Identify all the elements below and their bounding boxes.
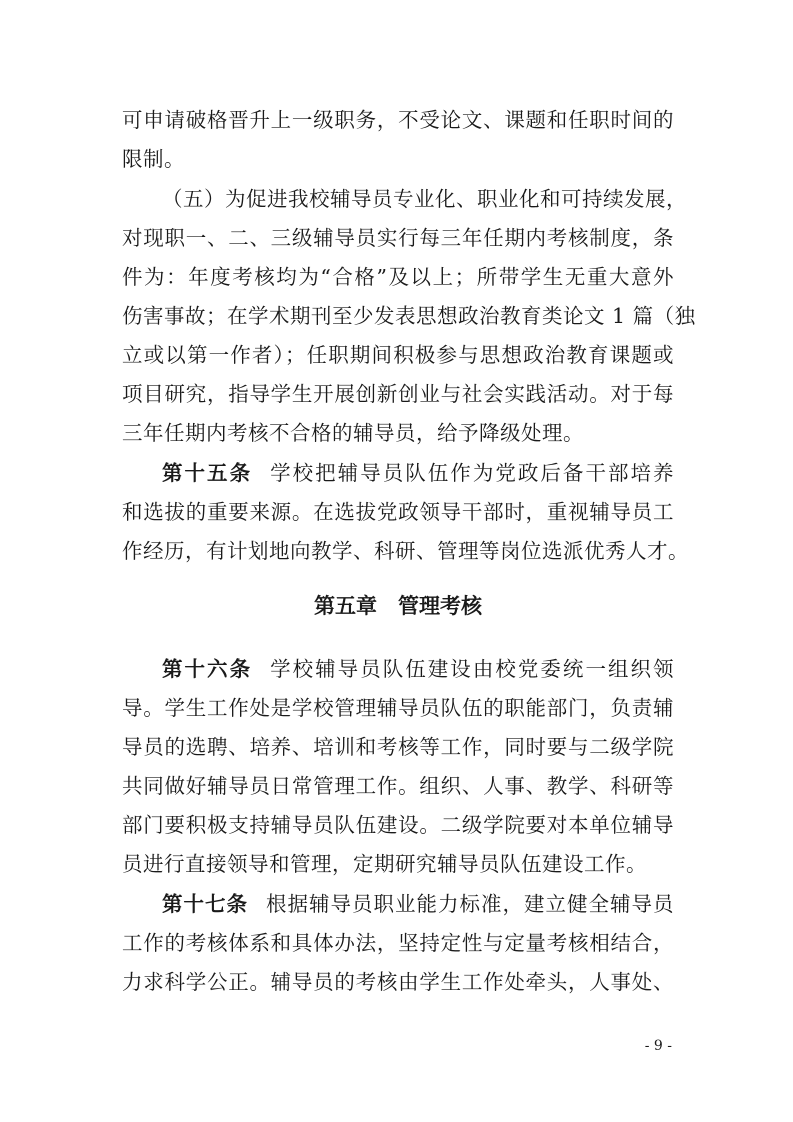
text-line: 员进行直接领导和管理，定期研究辅导员队伍建设工作。 (122, 852, 647, 876)
text-line: （五）为促进我校辅导员专业化、职业化和可持续发展， (162, 187, 687, 211)
text-line: 限制。 (122, 147, 185, 171)
text-line: 项目研究，指导学生开展创新创业与社会实践活动。对于每 (122, 382, 674, 406)
article-first-line (162, 890, 674, 920)
article-number: 第十七条 (162, 892, 248, 916)
text-line: 伤害事故；在学术期刊至少发表思想政治教育类论文 1 篇（独 (122, 304, 696, 328)
article-first-line (162, 655, 674, 685)
article-number: 第十六条 (162, 657, 253, 681)
article-first-line (162, 459, 674, 489)
text-line: 学校辅导员队伍建设由校党委统一组织领 (270, 657, 675, 681)
text-line: 作经历，有计划地向教学、科研、管理等岗位选派优秀人才。 (122, 539, 689, 563)
text-line: 三年任期内考核不合格的辅导员，给予降级处理。 (122, 421, 584, 445)
text-line: 力求科学公正。辅导员的考核由学生工作处牵头，人事处、 (122, 970, 674, 994)
text-line: 导。学生工作处是学校管理辅导员队伍的职能部门，负责辅 (122, 696, 674, 720)
text-line: 对现职一、二、三级辅导员实行每三年任期内考核制度，条 (122, 226, 674, 250)
text-line: 共同做好辅导员日常管理工作。组织、人事、教学、科研等 (122, 774, 674, 798)
page-number: - 9 - (644, 1038, 672, 1054)
text-line: 根据辅导员职业能力标准，建立健全辅导员 (266, 892, 674, 916)
text-line: 和选拔的重要来源。在选拔党政领导干部时，重视辅导员工 (122, 500, 674, 524)
text-line: 导员的选聘、培养、培训和考核等工作，同时要与二级学院 (122, 735, 674, 759)
text-line: 工作的考核体系和具体办法，坚持定性与定量考核相结合， (122, 931, 674, 955)
text-line: 学校把辅导员队伍作为党政后备干部培养 (270, 461, 675, 485)
chapter-title: 第五章 管理考核 (314, 594, 482, 618)
article-number: 第十五条 (162, 461, 253, 485)
text-line: 件为：年度考核均为“合格”及以上；所带学生无重大意外 (122, 265, 674, 289)
text-line: 可申请破格晋升上一级职务，不受论文、课题和任职时间的 (122, 108, 674, 132)
text-line: 部门要积极支持辅导员队伍建设。二级学院要对本单位辅导 (122, 813, 674, 837)
text-line: 立或以第一作者）；任职期间积极参与思想政治教育课题或 (122, 343, 674, 367)
